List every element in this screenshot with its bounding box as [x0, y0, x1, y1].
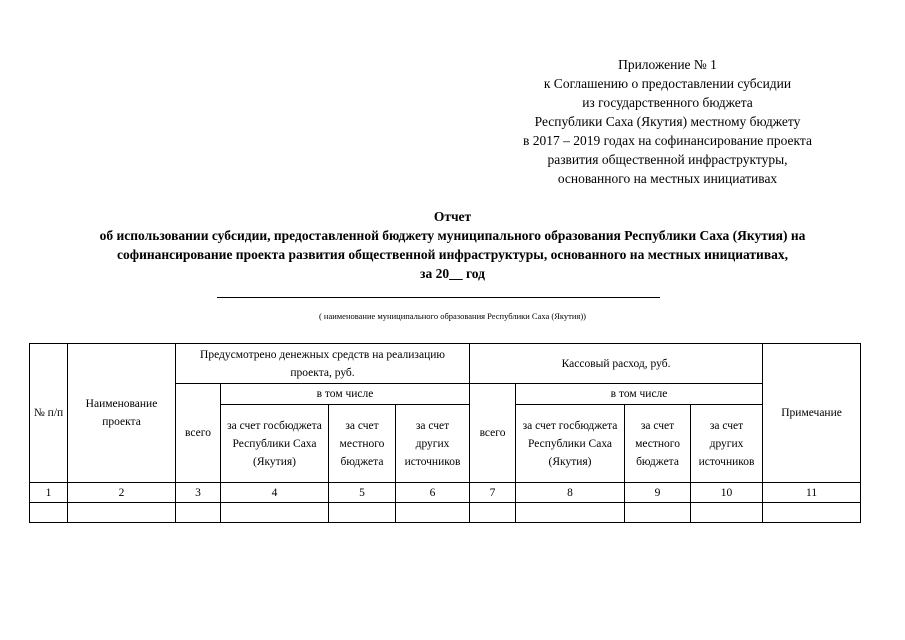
header-planned-total: всего: [176, 384, 221, 483]
header-project-name: Наименование проекта: [68, 344, 176, 483]
column-number: 10: [691, 483, 763, 503]
column-number: 1: [30, 483, 68, 503]
report-table: [29, 343, 861, 523]
appendix-header: [480, 55, 855, 188]
column-number: 5: [329, 483, 396, 503]
report-title: [0, 207, 905, 283]
header-cash-other-sources: за счет других источников: [691, 405, 763, 483]
report-title-line: за 20__ год: [420, 266, 485, 281]
appendix-line: из государственного бюджета: [582, 95, 753, 110]
appendix-line: Республики Саха (Якутия) местному бюджету: [534, 114, 801, 129]
appendix-line: развития общественной инфраструктуры,: [547, 152, 788, 167]
table-cell[interactable]: [329, 503, 396, 523]
appendix-line: в 2017 – 2019 годах на софинансирование проекта: [523, 133, 812, 148]
table-cell[interactable]: [625, 503, 691, 523]
table-cell[interactable]: [470, 503, 516, 523]
column-number: 3: [176, 483, 221, 503]
header-note: Примечание: [763, 344, 861, 483]
appendix-line: к Соглашению о предоставлении субсидии: [543, 76, 792, 91]
appendix-line: Приложение № 1: [618, 57, 717, 72]
table-cell[interactable]: [30, 503, 68, 523]
report-title-line: Отчет: [433, 209, 472, 224]
report-title-line: об использовании субсидии, предоставленной бюджету муниципального образования Республики Саха (Якутия) на: [99, 228, 806, 243]
column-number: 6: [396, 483, 470, 503]
header-number: № п/п: [30, 344, 68, 483]
column-number: 11: [763, 483, 861, 503]
table-cell[interactable]: [68, 503, 176, 523]
column-number: 2: [68, 483, 176, 503]
header-cash-state-budget: за счет госбюджета Республики Саха (Якутия): [516, 405, 625, 483]
column-number: 4: [221, 483, 329, 503]
table-cell[interactable]: [516, 503, 625, 523]
header-planned-state-budget: за счет госбюджета Республики Саха (Якутия): [221, 405, 329, 483]
header-cash-local-budget: за счет местного бюджета: [625, 405, 691, 483]
header-planned-funds: Предусмотрено денежных средств на реализацию проекта, руб.: [176, 344, 470, 384]
appendix-line: основанного на местных инициативах: [557, 171, 778, 186]
table-cell[interactable]: [221, 503, 329, 523]
table-header-row: [30, 344, 861, 384]
table-cell[interactable]: [763, 503, 861, 523]
municipality-name-caption: ( наименование муниципального образования Республики Саха (Якутия)): [318, 311, 587, 321]
table-cell[interactable]: [396, 503, 470, 523]
report-title-line: софинансирование проекта развития общественной инфраструктуры, основанного на местных инициативах,: [116, 247, 788, 262]
table-cell[interactable]: [176, 503, 221, 523]
table-row: [30, 503, 861, 523]
column-number: 9: [625, 483, 691, 503]
header-cash-expense: Кассовый расход, руб.: [470, 344, 763, 384]
header-planned-local-budget: за счет местного бюджета: [329, 405, 396, 483]
table-cell[interactable]: [691, 503, 763, 523]
column-number: 7: [470, 483, 516, 503]
column-number: 8: [516, 483, 625, 503]
header-planned-including: в том числе: [221, 384, 470, 405]
header-planned-other-sources: за счет других источников: [396, 405, 470, 483]
column-number-row: [30, 483, 861, 503]
header-cash-including: в том числе: [516, 384, 763, 405]
municipality-name-line: [217, 297, 660, 298]
header-cash-total: всего: [470, 384, 516, 483]
